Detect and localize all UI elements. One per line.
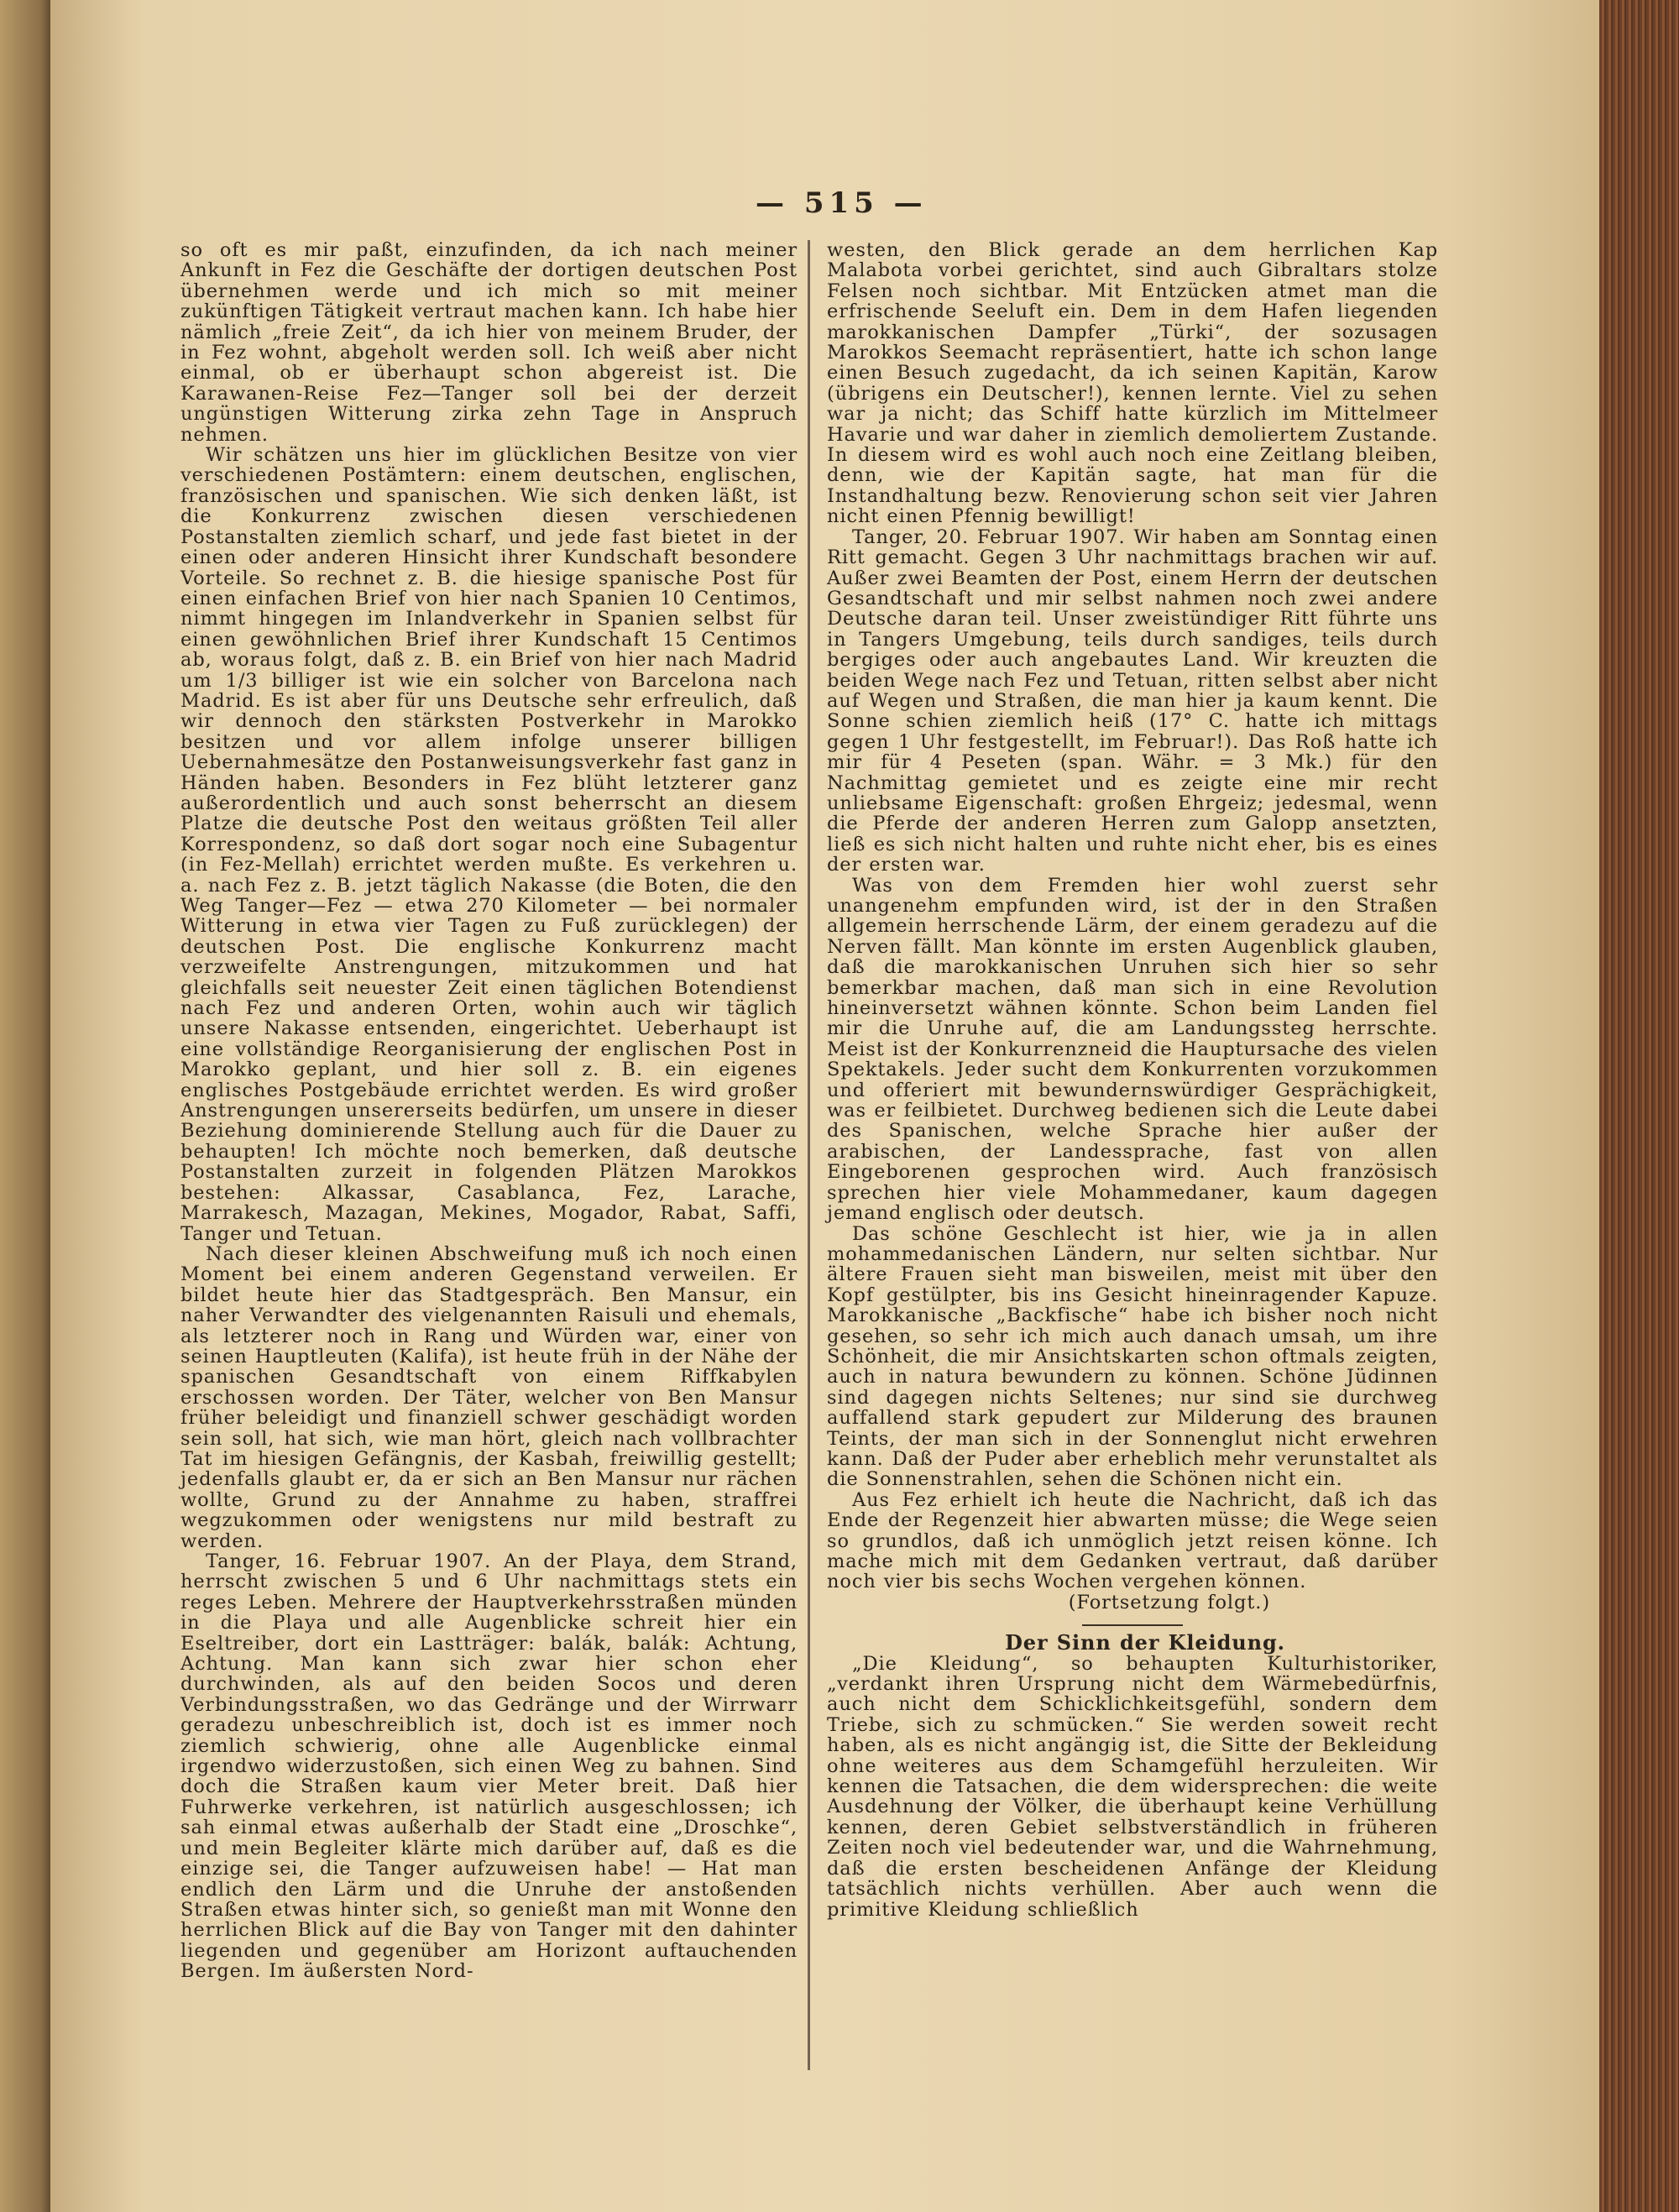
paragraph: Was von dem Fremden hier wohl zuerst sehr unangenehm empfunden wird, ist der in den Straßen allgemein herrschende Lärm, der einem geradezu auf die Nerven fällt. Man könnte im ersten Augenblick glauben, daß die marokkanischen Unruhen sich hier so sehr bemerkbar machen, daß man sich in eine Revolution hineinversetzt wähnen könnte. Schon beim Landen fiel mir die Unruhe auf, die am Landungssteg herrschte. Meist ist der Konkurrenzneid die Hauptursache des vielen Spektakels. Jeder sucht dem Konkurrenten vorzukommen und offeriert mit bewundernswürdiger Gesprächigkeit, was er feilbietet. Durchweg bedienen sich die Leute dabei des Spanischen, welche Sprache hier außer der arabischen, der Landessprache, fast von allen Eingeborenen gesprochen wird. Auch französisch sprechen hier viele Mohammedaner, kaum dagegen jemand englisch oder deutsch. bbox=[827, 874, 1438, 1225]
book-page-stack-edge bbox=[1599, 0, 1679, 2212]
continuation-note: (Fortsetzung folgt.) bbox=[1068, 1591, 1270, 1613]
column-divider bbox=[808, 240, 810, 2070]
paragraph: „Die Kleidung“, so behaupten Kulturhistoriker, „verdankt ihren Ursprung nicht dem Wärmebedürfnis, auch nicht dem Schicklichkeitsgefühl, sondern dem Triebe, sich zu schmücken.“ Sie werden soweit recht haben, als es nicht angängig ist, die Sitte der Bekleidung ohne weiteres aus dem Schamgefühl herzuleiten. Wir kennen die Tatsachen, die dem widersprechen: die weite Ausdehnung der Völker, die überhaupt keine Verhüllung kennen, deren Gebiet selbstverständlich in früheren Zeiten noch viel bedeutender war, und die Wahrnehmung, daß die ersten bescheidenen Anfänge der Kleidung tatsächlich nichts verhüllen. Aber auch wenn die primitive Kleidung schließlich bbox=[827, 1652, 1438, 1921]
paragraph: Tanger, 16. Februar 1907. An der Playa, dem Strand, herrscht zwischen 5 und 6 Uhr nachmittags stets ein reges Leben. Mehrere der Hauptverkehrsstraßen münden in die Playa und alle Augenblicke schreit hier ein Eseltreiber, dort ein Lastträger: balák, balák: Achtung, Achtung. Man kann sich zwar hier schon eher durchwinden, als auf den beiden Socos und deren Verbindungsstraßen, wo das Gedränge und der Wirrwarr geradezu unbeschreiblich ist, doch ist es immer noch ziemlich schwierig, ohne alle Augenblicke einmal irgendwo widerzustoßen, sich einen Weg zu bahnen. Sind doch die Straßen kaum vier Meter breit. Daß hier Fuhrwerke verkehren, ist natürlich ausgeschlossen; ich sah einmal etwas außerhalb der Stadt eine „Droschke“, und mein Begleiter klärte mich darüber auf, daß es die einzige sei, die Tanger aufzuweisen habe! — Hat man endlich den Lärm und die Unruhe der anstoßenden Straßen etwas hinter sich, so genießt man mit Wonne den herrlichen Blick auf die Bay von Tanger mit den dahinter liegenden und gegenüber am Horizont auftauchenden Bergen. Im äußersten Nord- bbox=[180, 1550, 798, 1983]
article-heading: Der Sinn der Kleidung. bbox=[1005, 1630, 1285, 1655]
paragraph: Tanger, 20. Februar 1907. Wir haben am Sonntag einen Ritt gemacht. Gegen 3 Uhr nachmittags brachen wir auf. Außer zwei Beamten der Post, einem Herrn der deutschen Gesandtschaft und mir selbst nahmen noch zwei andere Deutsche daran teil. Unser zweistündiger Ritt führte uns in Tangers Umgebung, teils durch sandiges, teils durch bergiges oder auch angebautes Land. Wir kreuzten die beiden Wege nach Fez und Tetuan, ritten selbst aber nicht auf Wegen und Straßen, die man hier ja kaum kennt. Die Sonne schien ziemlich heiß (17° C. hatte ich mittags gegen 1 Uhr festgestellt, im Februar!). Das Roß hatte ich mir für 4 Peseten (span. Währ. = 3 Mk.) für den Nachmittag gemietet und es zeigte eine mir recht unliebsame Eigenschaft: großen Ehrgeiz; jedesmal, wenn die Pferde der anderen Herren zum Galopp ansetzten, ließ es sich nicht halten und ruhte nicht eher, bis es eines der ersten war. bbox=[827, 526, 1438, 876]
paragraph: Nach dieser kleinen Abschweifung muß ich noch einen Moment bei einem anderen Gegenstand verweilen. Er bildet heute hier das Stadtgespräch. Ben Mansur, ein naher Verwandter des vielgenannten Raisuli und ehemals, als letzterer noch in Rang und Würden war, einer von seinen Hauptleuten (Kalifa), ist heute früh in der Nähe der spanischen Gesandtschaft von einem Riffkabylen erschossen worden. Der Täter, welcher von Ben Mansur früher beleidigt und finanziell schwer geschädigt worden sein soll, hat sich, wie man hört, gleich nach vollbrachter Tat im hiesigen Gefängnis, der Kasbah, freiwillig gestellt; jedenfalls glaubt er, da er sich an Ben Mansur nur rächen wollte, Grund zu der Annahme zu haben, straffrei wegzukommen oder wenigstens nur mild bestraft zu werden. bbox=[180, 1242, 798, 1552]
paragraph: Wir schätzen uns hier im glücklichen Besitze von vier verschiedenen Postämtern: einem deutschen, englischen, französischen und spanischen. Wie sich denken läßt, ist die Konkurrenz zwischen diesen verschiedenen Postanstalten ziemlich scharf, und jede fast bietet in der einen oder anderen Hinsicht ihrer Kundschaft besondere Vorteile. So rechnet z. B. die hiesige spanische Post für einen einfachen Brief von hier nach Spanien 10 Centimos, nimmt hingegen im Inlandverkehr in Spanien selbst für einen gewöhnlichen Brief ihrer Kundschaft 15 Centimos ab, woraus folgt, daß z. B. ein Brief von hier nach Madrid um 1/3 billiger ist wie ein solcher von Barcelona nach Madrid. Es ist aber für uns Deutsche sehr erfreulich, daß wir dennoch den stärksten Postverkehr in Marokko besitzen und vor allem infolge unserer billigen Uebernahmesätze den Postanweisungsverkehr fast ganz in Händen haben. Besonders in Fez blüht letzterer ganz außerordentlich und auch sonst beherrscht an diesem Platze die deutsche Post den weitaus größten Teil aller Korrespondenz, so daß dort sogar noch eine Subagentur (in Fez-Mellah) errichtet werden mußte. Es verkehren u. a. nach Fez z. B. jetzt täglich Nakasse (die Boten, die den Weg Tanger—Fez — etwa 270 Kilometer — bei normaler Witterung in etwa vier Tagen zu Fuß zurücklegen) der deutschen Post. Die englische Konkurrenz macht verzweifelte Anstrengungen, mitzukommen und hat gleichfalls seit neuester Zeit einen täglichen Botendienst nach Fez und anderen Orten, wohin auch wir täglich unsere Nakasse entsenden, eingerichtet. Ueberhaupt ist eine vollständige Reorganisierung der englischen Post in Marokko geplant, und hier soll z. B. ein eigenes englisches Postgebäude errichtet werden. Es wird großer Anstrengungen unsererseits bedürfen, um unsere in dieser Beziehung dominierende Stellung auch für die Dauer zu behaupten! Ich möchte noch bemerken, daß deutsche Postanstalten zurzeit in folgenden Plätzen Marokkos bestehen: Alkassar, Casablanca, Fez, Larache, Marrakesch, Mazagan, Mekines, Mogador, Rabat, Saffi, Tanger und Tetuan. bbox=[180, 444, 798, 1245]
paragraph: Aus Fez erhielt ich heute die Nachricht, daß ich das Ende der Regenzeit hier abwarten müsse; die Wege seien so grundlos, daß ich unmöglich jetzt reisen könne. Ich mache mich mit dem Gedanken vertraut, daß darüber noch vier bis sechs Wochen vergehen können. bbox=[827, 1488, 1438, 1593]
page-number: — 515 — bbox=[756, 186, 928, 220]
right-column bbox=[827, 240, 1438, 1920]
paragraph: so oft es mir paßt, einzufinden, da ich nach meiner Ankunft in Fez die Geschäfte der dortigen deutschen Post übernehmen werde und ich mich so mit meiner zukünftigen Tätigkeit vertraut machen kann. Ich habe hier nämlich „freie Zeit“, da ich hier von meinem Bruder, der in Fez wohnt, abgeholt werden soll. Ich weiß aber nicht einmal, ob er überhaupt schon abgereist ist. Die Karawanen-Reise Fez—Tanger soll bei der derzeit ungünstigen Witterung zirka zehn Tage in Anspruch nehmen. bbox=[180, 239, 798, 446]
paragraph: Das schöne Geschlecht ist hier, wie ja in allen mohammedanischen Ländern, nur selten sichtbar. Nur ältere Frauen sieht man bisweilen, meist mit über den Kopf gestülpter, bis ins Gesicht hineinragender Kapuze. Marokkanische „Backfische“ habe ich bisher noch nicht gesehen, so sehr ich mich auch danach umsah, um ihre Schönheit, die mir Ansichtskarten schon oftmals zeigten, auch in natura bewundern zu können. Schöne Jüdinnen sind dagegen nichts Seltenes; nur sind sie durchweg auffallend stark gepudert zur Milderung des braunen Teints, der man sich in der Sonnenglut nicht erwehren kann. Daß der Puder aber erheblich mehr verunstaltet als die Sonnenstrahlen, sehen die Schönen nicht ein. bbox=[827, 1222, 1438, 1491]
section-rule bbox=[1082, 1624, 1183, 1626]
left-column bbox=[180, 240, 798, 1982]
paragraph: westen, den Blick gerade an dem herrlichen Kap Malabota vorbei gerichtet, sind auch Gibraltars stolze Felsen noch sichtbar. Mit Entzücken atmet man die erfrischende Seeluft ein. Dem in dem Hafen liegenden marokkanischen Dampfer „Türki“, der sozusagen Marokkos Seemacht repräsentiert, hatte ich schon lange einen Besuch zugedacht, da ich seinen Kapitän, Karow (übrigens ein Deutscher!), kennen lernte. Viel zu sehen war ja nicht; das Schiff hatte kürzlich im Mittelmeer Havarie und war daher in ziemlich demoliertem Zustande. In diesem wird es wohl auch noch eine Zeitlang bleiben, denn, wie der Kapitän sagte, hat man für die Instandhaltung bezw. Renovierung schon seit vier Jahren nicht einen Pfennig bewilligt! bbox=[827, 239, 1438, 528]
